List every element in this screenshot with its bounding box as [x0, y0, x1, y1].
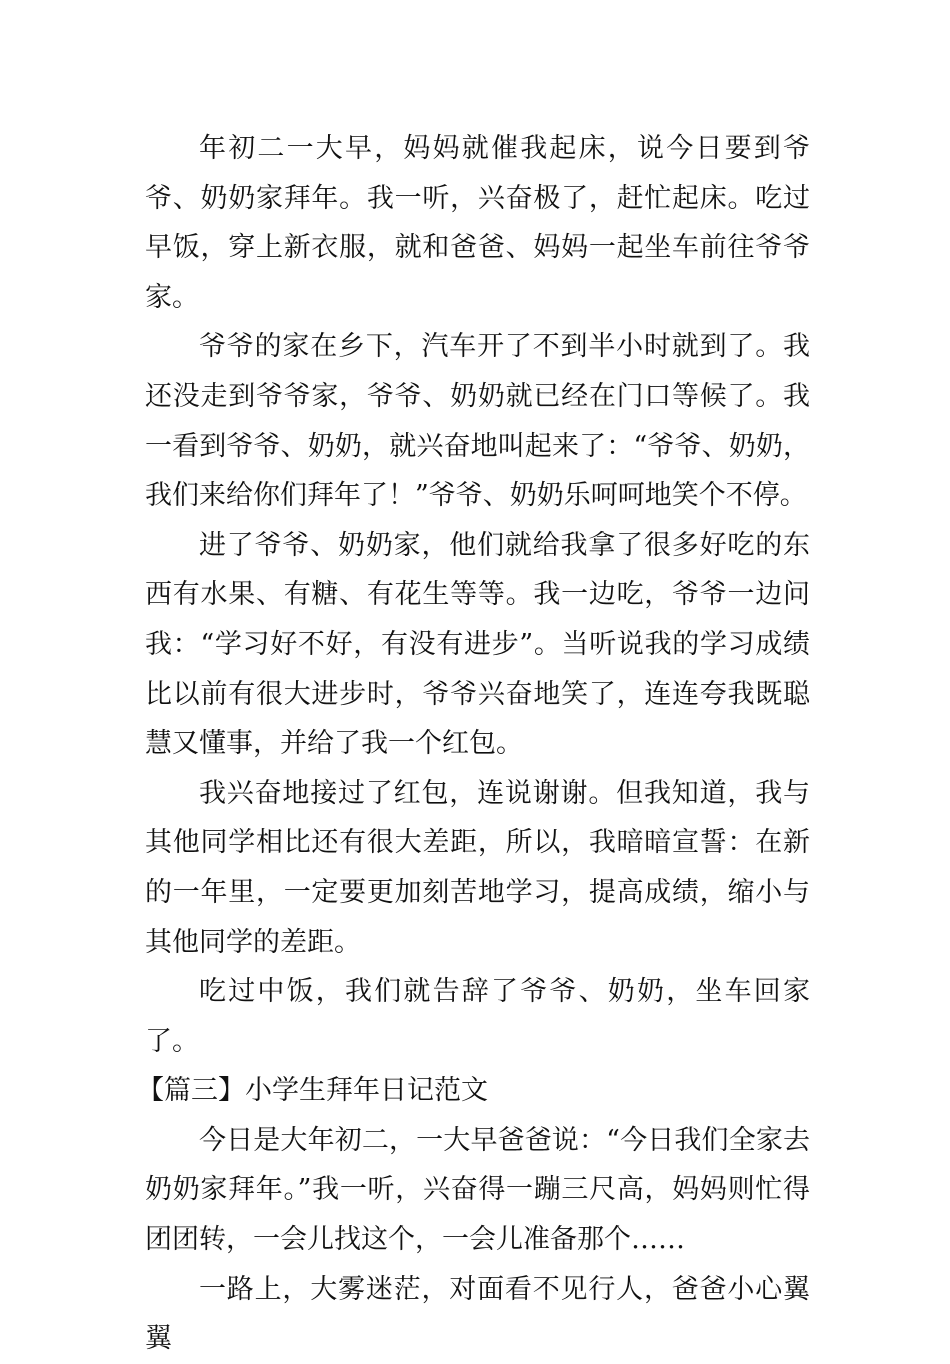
section-paragraph-2: 一路上，大雾迷茫，对面看不见行人，爸爸小心翼翼	[145, 1273, 810, 1355]
section-heading: 【篇三】小学生拜年日记范文	[137, 1075, 488, 1107]
paragraph-4: 我兴奋地接过了红包，连说谢谢。但我知道，我与其他同学相比还有很大差距，所以，我暗暗宣誓：在新的一年里，一定要更加刻苦地学习，提高成绩，缩小与其他同学的差距。	[145, 777, 810, 958]
document-body	[137, 124, 810, 1364]
paragraph-5: 吃过中饭，我们就告辞了爷爷、奶奶，坐车回家了。	[145, 976, 810, 1057]
paragraph-3: 进了爷爷、奶奶家，他们就给我拿了很多好吃的东西有水果、有糖、有花生等等。我一边吃，爷爷一边问我：“学习好不好，有没有进步”。当听说我的学习成绩比以前有很大进步时，爷爷兴奋地笑了，连连夸我既聪慧又懂事，并给了我一个红包。	[145, 529, 810, 760]
section-paragraph-1: 今日是大年初二，一大早爸爸说：“今日我们全家去奶奶家拜年。”我一听，兴奋得一蹦三尺高，妈妈则忙得团团转，一会儿找这个，一会儿准备那个……	[145, 1124, 810, 1256]
paragraph-1: 年初二一大早，妈妈就催我起床，说今日要到爷爷、奶奶家拜年。我一听，兴奋极了，赶忙起床。吃过早饭，穿上新衣服，就和爸爸、妈妈一起坐车前往爷爷家。	[145, 133, 810, 313]
paragraph-2: 爷爷的家在乡下，汽车开了不到半小时就到了。我还没走到爷爷家，爷爷、奶奶就已经在门口等候了。我一看到爷爷、奶奶，就兴奋地叫起来了：“爷爷、奶奶，我们来给你们拜年了！”爷爷、奶奶乐呵呵地笑个不停。	[145, 331, 810, 512]
